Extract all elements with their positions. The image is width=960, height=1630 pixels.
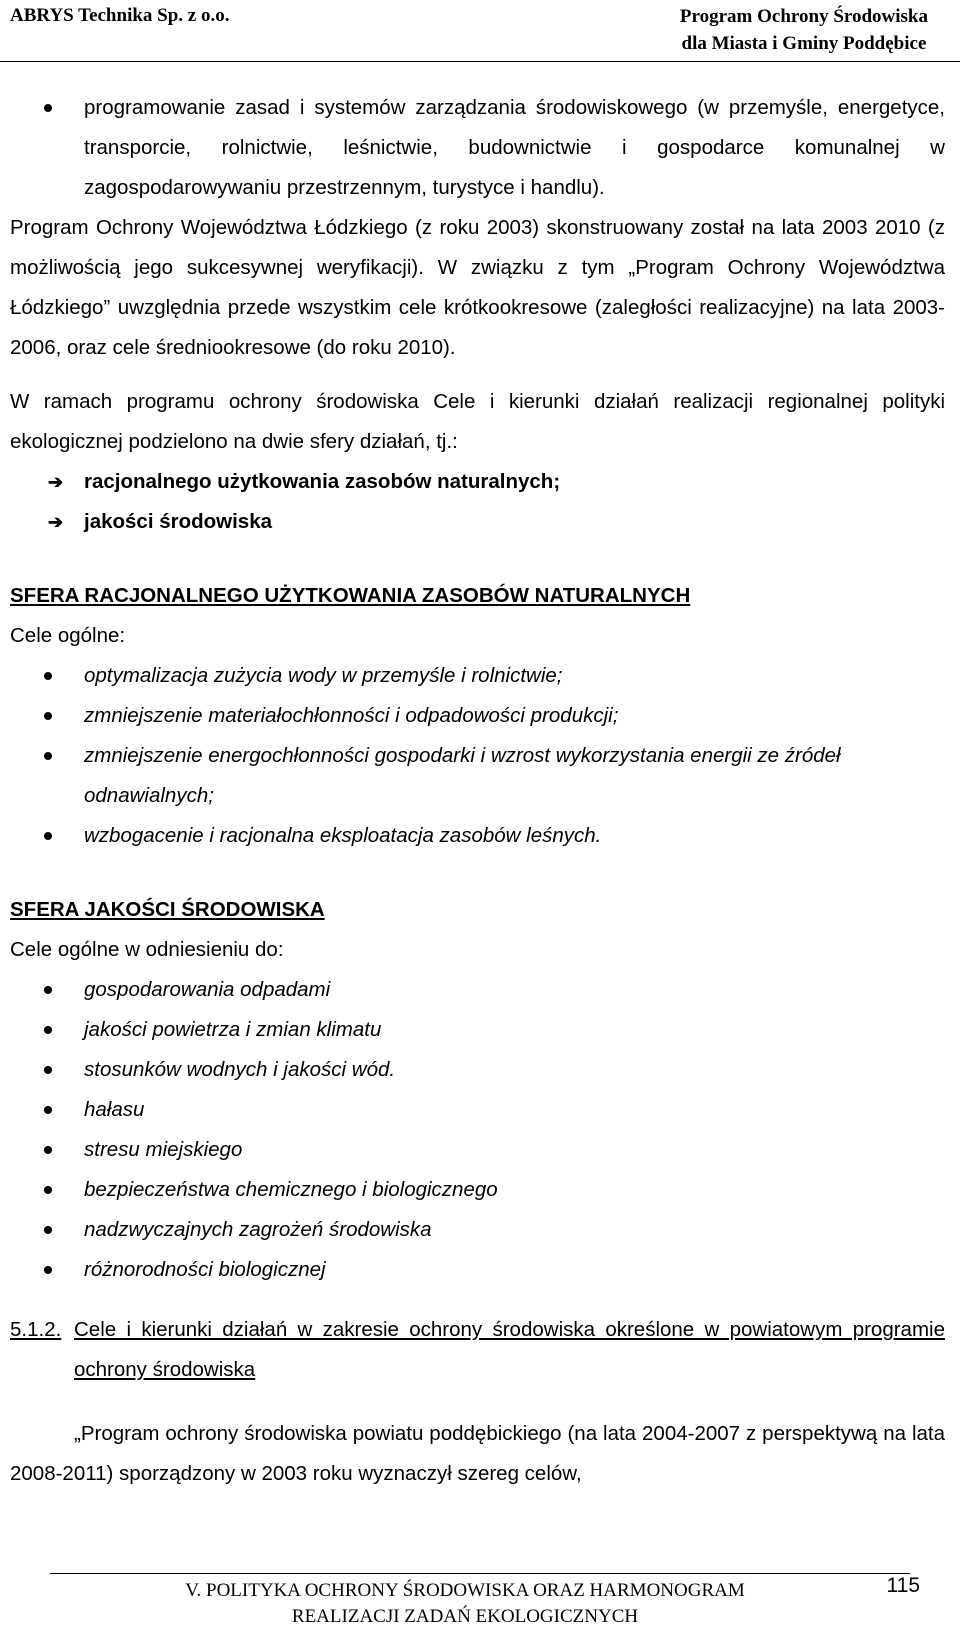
- list-item: stresu miejskiego: [10, 1130, 945, 1170]
- list-item: [10, 462, 945, 502]
- intro-bullet-list: [10, 88, 945, 208]
- bullet-icon: [44, 104, 52, 112]
- footer-chapter-title: [140, 1578, 790, 1630]
- bullet-icon: [44, 1186, 52, 1194]
- sphere-list: [10, 462, 945, 542]
- bullet-icon: [44, 1066, 52, 1074]
- quality-goals-list: [10, 970, 945, 1290]
- arrow-right-icon: ➔: [48, 512, 64, 532]
- section-heading-resources: SFERA RACJONALNEGO UŻYTKOWANIA ZASOBÓW NATURALNYCH: [10, 584, 691, 607]
- bullet-icon: [44, 986, 52, 994]
- bullet-icon: [44, 1146, 52, 1154]
- bullet-icon: [44, 672, 52, 680]
- bullet-icon: [44, 1106, 52, 1114]
- list-item: [10, 88, 945, 208]
- header-title-line2: dla Miasta i Gminy Poddębice: [681, 33, 927, 54]
- sphere-item-text: jakości środowiska: [84, 510, 273, 533]
- list-item: hałasu: [10, 1090, 945, 1130]
- page-header: [0, 0, 960, 62]
- arrow-right-icon: ➔: [48, 472, 64, 492]
- page-number: 115: [886, 1574, 920, 1597]
- list-item: gospodarowania odpadami: [10, 970, 945, 1010]
- footer-line2: REALIZACJI ZADAŃ EKOLOGICZNYCH: [291, 1606, 639, 1627]
- header-title-line1: Program Ochrony Środowiska: [679, 6, 928, 27]
- header-rule: [0, 61, 960, 62]
- list-item: stosunków wodnych i jakości wód.: [10, 1050, 945, 1090]
- bullet-icon: [44, 712, 52, 720]
- intro-bullet-text: programowanie zasad i systemów zarządzania środowiskowego (w przemyśle, energetyce, transporcie, rolnictwie, leśnictwie, budownictwie i gospodarce komunalnej w zagospodarowywaniu przestrzennym, turystyce i handlu).: [84, 96, 945, 199]
- list-item: optymalizacja zużycia wody w przemyśle i rolnictwie;: [10, 656, 945, 696]
- bullet-icon: [44, 752, 52, 760]
- bullet-icon: [44, 1266, 52, 1274]
- section-number: 5.1.2.: [10, 1318, 62, 1341]
- list-item: [10, 502, 945, 542]
- section-title: Cele i kierunki działań w zakresie ochrony środowiska określone w powiatowym programie ochrony środowiska: [74, 1318, 945, 1381]
- resources-goals-list: [10, 656, 945, 856]
- footer-rule: [50, 1573, 910, 1574]
- paragraph-program: Program Ochrony Województwa Łódzkiego (z roku 2003) skonstruowany został na lata 2003 2010 (z możliwością jego sukcesywnej weryfikacji). W związku z tym „Program Ochrony Województwa Łódzkiego” uwzględnia przede wszystkim cele krótkookresowe (zaległości realizacyjne) na lata 2003-2006, oraz cele średniookresowe (do roku 2010).: [10, 216, 945, 359]
- bullet-icon: [44, 1026, 52, 1034]
- paragraph-county-program: „Program ochrony środowiska powiatu poddębickiego (na lata 2004-2007 z perspektywą na lata 2008-2011) sporządzony w 2003 roku wyznaczył szereg celów,: [10, 1422, 945, 1485]
- goals-label: Cele ogólne w odniesieniu do:: [10, 938, 284, 961]
- paragraph-spheres: W ramach programu ochrony środowiska Cele i kierunki działań realizacji regionalnej polityki ekologicznej podzielono na dwie sfery działań, tj.:: [10, 390, 945, 453]
- body-content: [10, 88, 945, 1494]
- section-title-block: [10, 1310, 945, 1390]
- list-item: wzbogacenie i racjonalna eksploatacja zasobów leśnych.: [10, 816, 945, 856]
- bullet-icon: [44, 1226, 52, 1234]
- bullet-icon: [44, 832, 52, 840]
- header-company: ABRYS Technika Sp. z o.o.: [10, 5, 230, 26]
- list-item: jakości powietrza i zmian klimatu: [10, 1010, 945, 1050]
- list-item: zmniejszenie materiałochłonności i odpadowości produkcji;: [10, 696, 945, 736]
- list-item: nadzwyczajnych zagrożeń środowiska: [10, 1210, 945, 1250]
- goals-label: Cele ogólne:: [10, 624, 126, 647]
- sphere-item-text: racjonalnego użytkowania zasobów naturalnych;: [84, 470, 561, 493]
- list-item: zmniejszenie energochłonności gospodarki i wzrost wykorzystania energii ze źródeł odnawialnych;: [10, 736, 945, 816]
- list-item: różnorodności biologicznej: [10, 1250, 945, 1290]
- list-item: bezpieczeństwa chemicznego i biologicznego: [10, 1170, 945, 1210]
- footer-line1: V. POLITYKA OCHRONY ŚRODOWISKA ORAZ HARMONOGRAM: [185, 1580, 745, 1601]
- section-heading-quality: SFERA JAKOŚCI ŚRODOWISKA: [10, 898, 325, 921]
- header-title: [680, 3, 928, 57]
